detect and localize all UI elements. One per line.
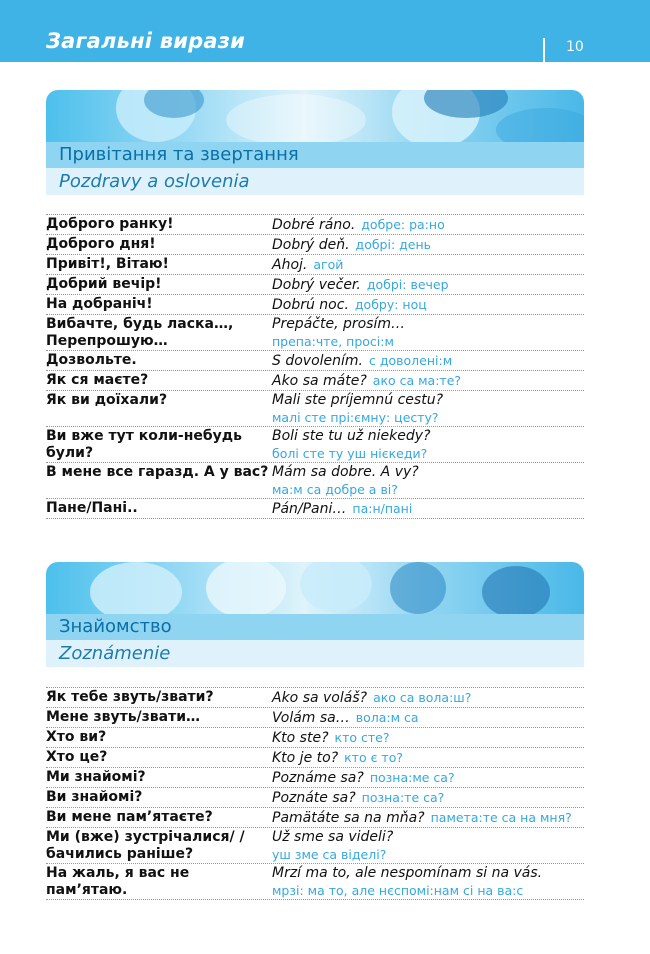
phrase-transcription: добре: ра:но [361,217,445,232]
phrase-row [46,427,584,463]
section-acquaintance-banner [46,562,584,667]
phrase-transcription: препа:чте, просі:м [272,334,394,349]
phrase-row [46,295,584,315]
phrase-sk: Pán/Pani… [272,501,347,517]
phrase-uk: Доброго дня! [46,236,156,252]
phrase-uk: Ми знайомі? [46,769,146,785]
header-divider [543,38,545,62]
phrase-uk: Як тебе звуть/звати? [46,689,214,705]
phrase-transcription: па:н/пані [352,501,413,516]
phrase-uk: Привіт!, Вітаю! [46,256,169,272]
phrase-sk: Dobrú noc. [272,297,349,313]
phrase-row [46,687,584,708]
phrase-row [46,708,584,728]
phrase-uk: Як ви доїхали? [46,392,168,408]
phrase-sk: Volám sa… [272,710,350,726]
phrase-sk: Už sme sa videli? [272,829,394,845]
phrase-transcription: кто сте? [334,730,390,745]
phrase-sk: Poznáme sa? [272,770,364,786]
phrase-transcription: мрзі: ма то, але нєспомі:нам сі на ва:с [272,883,524,898]
phrase-sk: S dovolením. [272,353,363,369]
phrase-row [46,788,584,808]
phrase-transcription: с доволені:м [369,353,453,368]
phrase-sk: Poznáte sa? [272,790,356,806]
section-title-sk-bar [46,640,584,667]
phrase-transcription: позна:ме са? [369,770,455,785]
phrase-row [46,748,584,768]
phrase-uk: Мене звуть/звати… [46,709,201,725]
phrase-sk: Ahoj. [272,257,308,273]
phrase-uk: Вибачте, будь ласка…, Перепрошую… [46,316,234,349]
phrase-row [46,768,584,788]
phrase-uk: Ви знайомі? [46,789,143,805]
phrase-transcription: ако са вола:ш? [373,690,472,705]
phrase-uk: Хто це? [46,749,108,765]
group-photo-icon [46,562,584,614]
page-header [0,0,650,62]
phrase-uk: Доброго ранку! [46,216,174,232]
phrase-row [46,351,584,371]
phrase-row [46,371,584,391]
section-title-uk-bar [46,142,584,168]
phrase-table-acquaintance [46,687,584,900]
phrase-transcription: добрі: вечер [366,277,449,292]
phrase-sk: Mám sa dobre. A vy? [272,464,419,480]
phrase-row [46,235,584,255]
phrase-transcription: вола:м са [355,710,419,725]
phrase-row [46,275,584,295]
phrase-uk: Пане/Пані.. [46,500,138,516]
phrase-row [46,864,584,900]
section-greetings-banner [46,90,584,195]
phrase-transcription: позна:те са? [361,790,445,805]
phrase-table-greetings [46,214,584,519]
phrase-uk: На добраніч! [46,296,153,312]
phrase-uk: Як ся маєте? [46,372,149,388]
section-title-sk: Pozdravy a oslovenia [59,171,250,192]
chapter-title: Загальні вирази [46,29,246,53]
phrase-sk: Boli ste tu už niekedy? [272,428,431,444]
phrase-uk: Дозвольте. [46,352,137,368]
phrase-row [46,463,584,499]
phrase-row [46,214,584,235]
section-title-sk: Zoznámenie [59,643,171,664]
phrase-row [46,391,584,427]
phrase-sk: Mrzí ma to, ale nespomínam si na vás. [272,865,543,881]
greetings-photo [46,90,584,142]
phrase-transcription: кто є то? [344,750,403,765]
phrase-sk: Ako sa voláš? [272,690,368,706]
phrase-transcription: малі сте прі:ємну: цесту? [272,410,439,425]
phrase-uk: Ви мене пам’ятаєте? [46,809,213,825]
phrase-uk: В мене все гаразд. А у вас? [46,464,269,480]
phrase-row [46,315,584,351]
section-title-uk-bar [46,614,584,640]
phrase-sk: Dobrý večer. [272,277,361,293]
section-title-uk: Привітання та звертання [59,144,299,165]
phrase-row [46,808,584,828]
phrase-transcription: добру: ноц [354,297,427,312]
phrase-uk: Хто ви? [46,729,107,745]
phrase-row [46,728,584,748]
phrase-uk: Ви вже тут коли-небудь були? [46,428,242,461]
phrase-transcription: ако са ма:те? [372,373,462,388]
phrase-sk: Mali ste príjemnú cestu? [272,392,444,408]
section-title-uk: Знайомство [59,616,172,637]
phrase-uk: Добрий вечір! [46,276,162,292]
phrase-row [46,255,584,275]
page-number: 10 [566,39,584,55]
phrase-uk: На жаль, я вас не пам’ятаю. [46,865,190,898]
phrase-sk: Kto ste? [272,730,329,746]
phrase-uk: Ми (вже) зустрічалися/ /бачились раніше? [46,829,245,862]
phrase-sk: Pamätáte sa na mňa? [272,810,425,826]
phrase-row [46,499,584,519]
phrase-sk: Dobrý deň. [272,237,350,253]
phrase-row [46,828,584,864]
phrase-transcription: агой [313,257,344,272]
phrase-sk: Dobré ráno. [272,217,356,233]
phrase-sk: Kto je to? [272,750,339,766]
phrase-transcription: уш зме са віделі? [272,847,387,862]
acquaintance-photo [46,562,584,614]
phrase-sk: Ako sa máte? [272,373,367,389]
phrase-transcription: ма:м са добре а ві? [272,482,398,497]
phrase-sk: Prepáčte, prosím… [272,316,406,332]
phrase-transcription: болі сте ту уш нієкеди? [272,446,428,461]
people-photo-icon [46,90,584,142]
phrase-transcription: памета:те са на мня? [430,810,572,825]
section-title-sk-bar [46,168,584,195]
phrase-transcription: добрі: день [355,237,432,252]
